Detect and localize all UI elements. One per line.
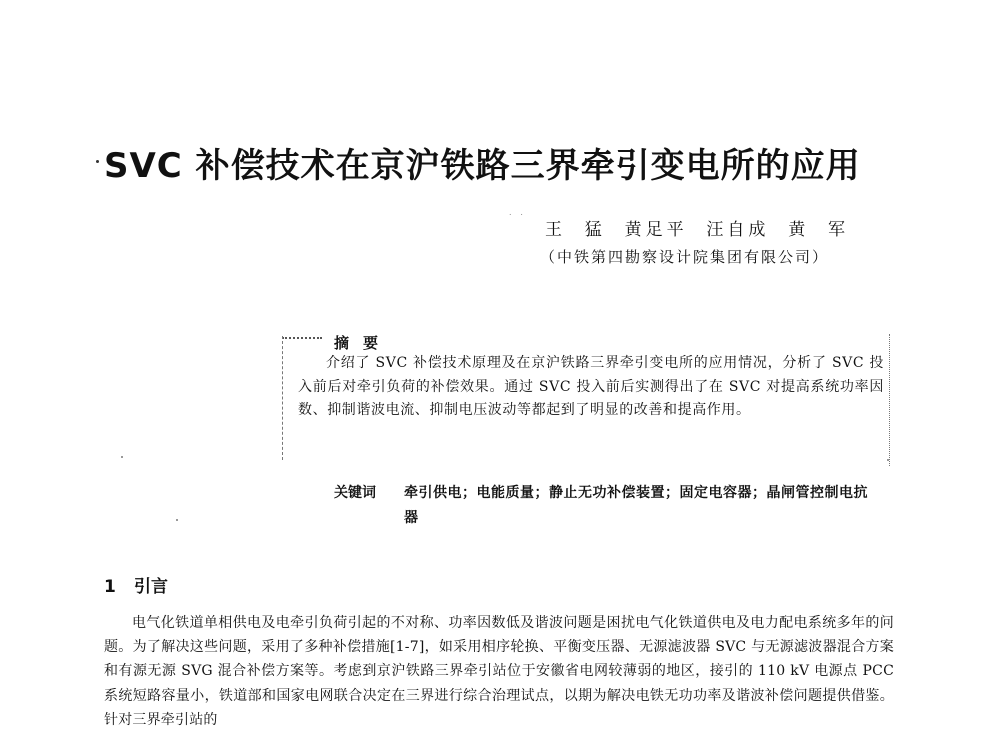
scan-speck bbox=[96, 160, 99, 163]
keywords-text: 牵引供电；电能质量；静止无功补偿装置；固定电容器；晶闸管控制电抗器 bbox=[404, 485, 868, 526]
author-affiliation: （中铁第四勘察设计院集团有限公司） bbox=[540, 248, 830, 266]
abstract-body: 介绍了 SVC 补偿技术原理及在京沪铁路三界牵引变电所的应用情况，分析了 SVC 投入前后对牵引负荷的补偿效果。通过 SVC 投入前后实测得出了在 SVC 对提高系统功率因数、抑制谐波电流、抑制电压波动等都起到了明显的改善和提高作用。 bbox=[298, 355, 884, 418]
body-paragraph: 电气化铁道单相供电及电牵引负荷引起的不对称、功率因数低及谐波问题是困扰电气化铁道供电及电力配电系统多年的问题。为了解决这些问题，采用了多种补偿措施[1-7]，如采用相序轮换、平衡变压器、无源滤波器 SVC 与无源滤波器混合方案和有源无源 SVG 混合补偿方案等。考虑到京沪铁路三界牵引站位于安徽省电网较薄弱的地区，接引的 110 kV 电源点 PCC 系统短路容量小，铁道部和国家电网联合决定在三界进行综合治理试点，以期为解决电铁无功功率及谐波补偿问题提供借鉴。针对三界牵引站的 bbox=[104, 615, 894, 728]
scan-specks: ˙ ˙ bbox=[508, 214, 526, 224]
scan-speck bbox=[176, 519, 178, 521]
section-number: 1 bbox=[104, 577, 116, 597]
section-heading bbox=[104, 572, 168, 597]
abstract-border-right bbox=[889, 334, 890, 466]
abstract-box bbox=[282, 332, 888, 460]
author-list: 王 猛 黄足平 汪自成 黄 军 bbox=[545, 220, 850, 240]
scan-speck bbox=[887, 459, 889, 461]
abstract-heading: 摘要 bbox=[334, 334, 393, 352]
keywords-label: 关键词 bbox=[334, 485, 376, 501]
scan-speck bbox=[121, 456, 123, 458]
section-title: 引言 bbox=[134, 577, 168, 597]
abstract-border-top bbox=[282, 337, 322, 339]
abstract-border-left bbox=[282, 336, 283, 460]
paper-title: SVC 补偿技术在京沪铁路三界牵引变电所的应用 bbox=[104, 146, 861, 186]
